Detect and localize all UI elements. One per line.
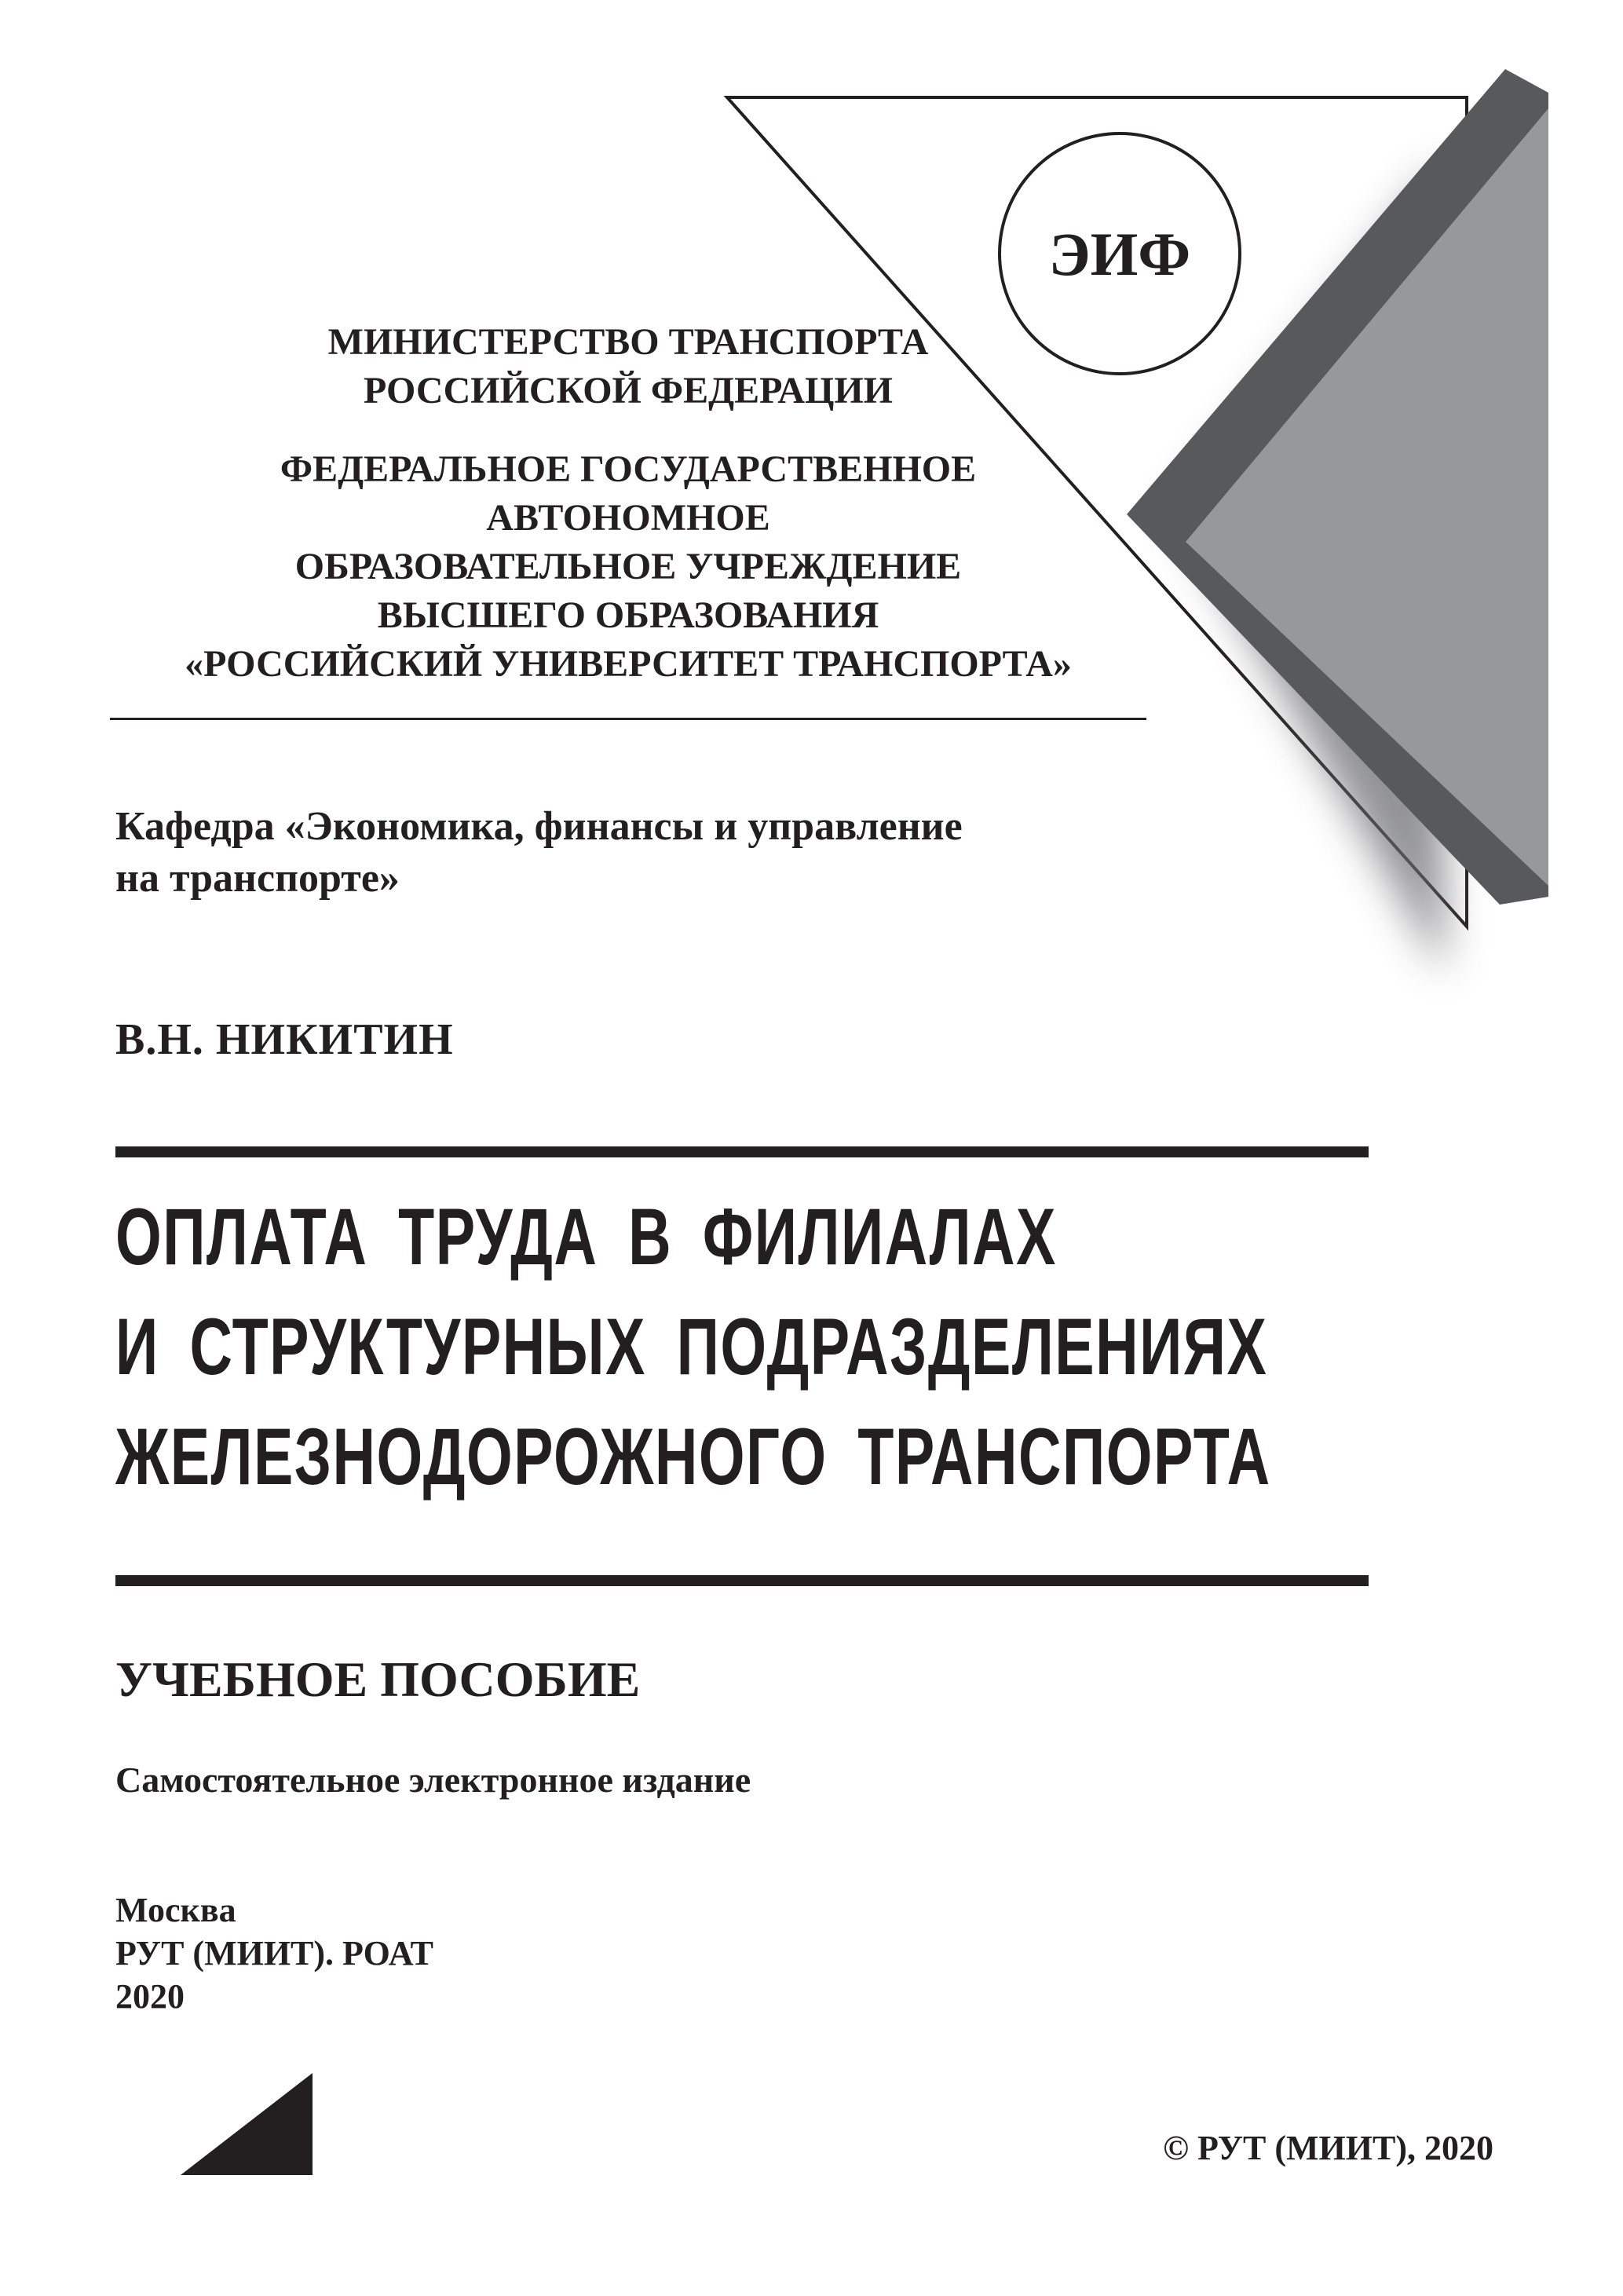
institution-line-1: ФЕДЕРАЛЬНОЕ ГОСУДАРСТВЕННОЕ <box>280 448 977 490</box>
department-line-2: на транспорте» <box>115 856 400 901</box>
emblem-letters: ЭИФ <box>1048 220 1191 288</box>
title-top-rule <box>115 1146 1369 1157</box>
author-name: В.Н. НИКИТИН <box>115 1015 454 1064</box>
book-title <box>115 1182 1271 1512</box>
ministry-line-1: МИНИСТЕРСТВО ТРАНСПОРТА <box>327 321 929 363</box>
title-line-2: И СТРУКТУРНЫХ ПОДРАЗДЕЛЕНИЯХ <box>115 1302 1268 1391</box>
black-triangle-icon <box>181 2073 313 2175</box>
header-divider <box>110 718 1146 720</box>
ministry-line-2: РОССИЙСКОЙ ФЕДЕРАЦИИ <box>363 370 894 411</box>
imprint-publisher: РУТ (МИИТ). РОАТ <box>115 1934 433 1972</box>
department-name <box>115 801 963 905</box>
copyright-notice: © РУТ (МИИТ), 2020 <box>1163 2129 1493 2167</box>
institution-line-3: ОБРАЗОВАТЕЛЬНОЕ УЧРЕЖДЕНИЕ <box>294 546 962 587</box>
edition-type: Самостоятельное электронное издание <box>115 1760 751 1800</box>
institution-line-5: «РОССИЙСКИЙ УНИВЕРСИТЕТ ТРАНСПОРТА» <box>185 643 1072 685</box>
imprint <box>115 1888 433 2018</box>
institution-heading <box>110 445 1146 689</box>
title-line-1: ОПЛАТА ТРУДА В ФИЛИАЛАХ <box>115 1192 1057 1281</box>
book-genre: УЧЕБНОЕ ПОСОБИЕ <box>115 1651 641 1707</box>
ministry-heading <box>110 318 1146 415</box>
department-line-1: Кафедра «Экономика, финансы и управление <box>115 804 963 849</box>
institution-line-2: АВТОНОМНОЕ <box>486 497 770 539</box>
institution-line-4: ВЫСШЕГО ОБРАЗОВАНИЯ <box>377 594 879 636</box>
title-bottom-rule <box>115 1575 1369 1586</box>
title-line-3: ЖЕЛЕЗНОДОРОЖНОГО ТРАНСПОРТА <box>115 1412 1271 1501</box>
imprint-city: Москва <box>115 1891 236 1929</box>
imprint-year: 2020 <box>115 1977 185 2016</box>
